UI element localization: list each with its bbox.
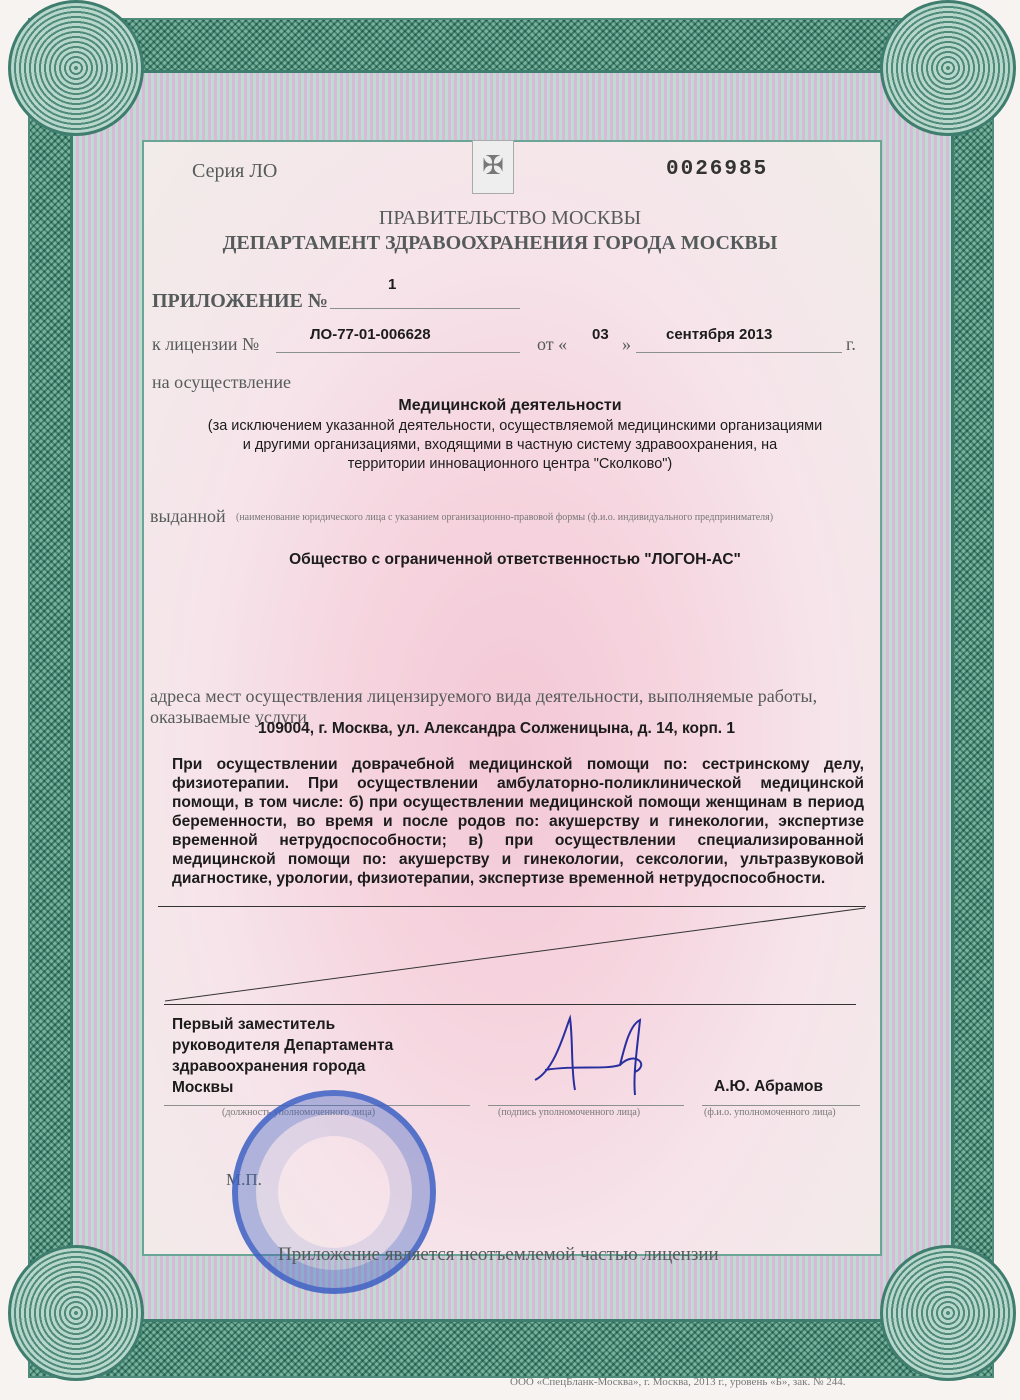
seal-place-label: М.П. — [226, 1170, 262, 1189]
position-line: здравоохранения города — [172, 1058, 366, 1075]
activity-note: и другими организациями, входящими в частную систему здравоохранения, на — [242, 437, 778, 453]
name-hint: (ф.и.о. уполномоченного лица) — [704, 1107, 836, 1118]
activity-note: (за исключением указанной деятельности, осуществляемой медицинскими организациями — [207, 418, 823, 434]
handwritten-signature — [525, 1010, 665, 1100]
services-text: При осуществлении доврачебной медицинской помощи по: сестринскому делу, физиотерапии. При осуществлении амбулаторно-поликлинической медицинской помощи, в том числе: б) при осуществлении медицинской помощи женщинам в период беременности, во время и после родов по: акушерству и гинекологии, экспертизе временной нетрудоспособности; в) при осуществлении специализированной медицинской помощи по: акушерству и гинекологии, сексологии, ультразвуковой диагностике, урологии, физиотерапии, экспертизе временной нетрудоспособности. — [172, 756, 864, 887]
printer-info: ООО «СпецБланк-Москва», г. Москва, 2013 г., уровень «Б», зак. № 244. — [510, 1376, 846, 1388]
signatory-position — [172, 1014, 393, 1098]
corner-rosette — [880, 0, 1016, 136]
activity-title: Медицинской деятельности — [398, 397, 622, 414]
address-value: 109004, г. Москва, ул. Александра Солженицына, д. 14, корп. 1 — [258, 720, 736, 737]
strike-line — [160, 906, 870, 1006]
activity-label: на осуществление — [152, 372, 291, 392]
organization-name: Общество с ограниченной ответственностью "ЛОГОН-АС" — [289, 551, 741, 568]
footer-note: Приложение является неотъемлемой частью лицензии — [278, 1244, 719, 1265]
dept-title: ДЕПАРТАМЕНТ ЗДРАВООХРАНЕНИЯ ГОРОДА МОСКВЫ — [222, 232, 778, 254]
signatory-name: А.Ю. Абрамов — [714, 1078, 824, 1095]
position-line: Первый заместитель — [172, 1016, 336, 1033]
appendix-number: 1 — [388, 276, 397, 293]
license-number: ЛО-77-01-006628 — [310, 326, 431, 343]
year-suffix: г. — [846, 334, 856, 354]
issued-label: выданной — [150, 506, 226, 526]
signature-hint: (подпись уполномоченного лица) — [498, 1107, 641, 1118]
address-label-2: оказываемые услуги — [150, 707, 307, 727]
address-label: адреса мест осуществления лицензируемого вида деятельности, выполняемые работы, — [150, 686, 818, 706]
quote-close: » — [622, 334, 631, 354]
position-line: Москвы — [172, 1079, 234, 1096]
corner-rosette — [880, 1245, 1016, 1381]
position-line: руководителя Департамента — [172, 1037, 394, 1054]
activity-note: территории инновационного центра "Сколково") — [347, 456, 673, 472]
gov-title: ПРАВИТЕЛЬСТВО МОСКВЫ — [378, 207, 642, 229]
license-month-year: сентября 2013 — [666, 326, 773, 343]
corner-rosette — [8, 0, 144, 136]
issued-hint: (наименование юридического лица с указанием организационно-правовой формы (ф.и.о. индивидуального предпринимателя) — [236, 512, 774, 523]
license-day: 03 — [592, 326, 609, 343]
series-label: Серия ЛО — [192, 160, 278, 182]
license-label: к лицензии № — [152, 334, 260, 354]
position-hint: (должность уполномоченного лица) — [222, 1107, 376, 1118]
corner-rosette — [8, 1245, 144, 1381]
from-label: от « — [537, 334, 568, 354]
coat-of-arms-icon: ✠ — [472, 140, 514, 194]
form-number: 0026985 — [666, 158, 769, 181]
appendix-label: ПРИЛОЖЕНИЕ № — [152, 290, 328, 312]
